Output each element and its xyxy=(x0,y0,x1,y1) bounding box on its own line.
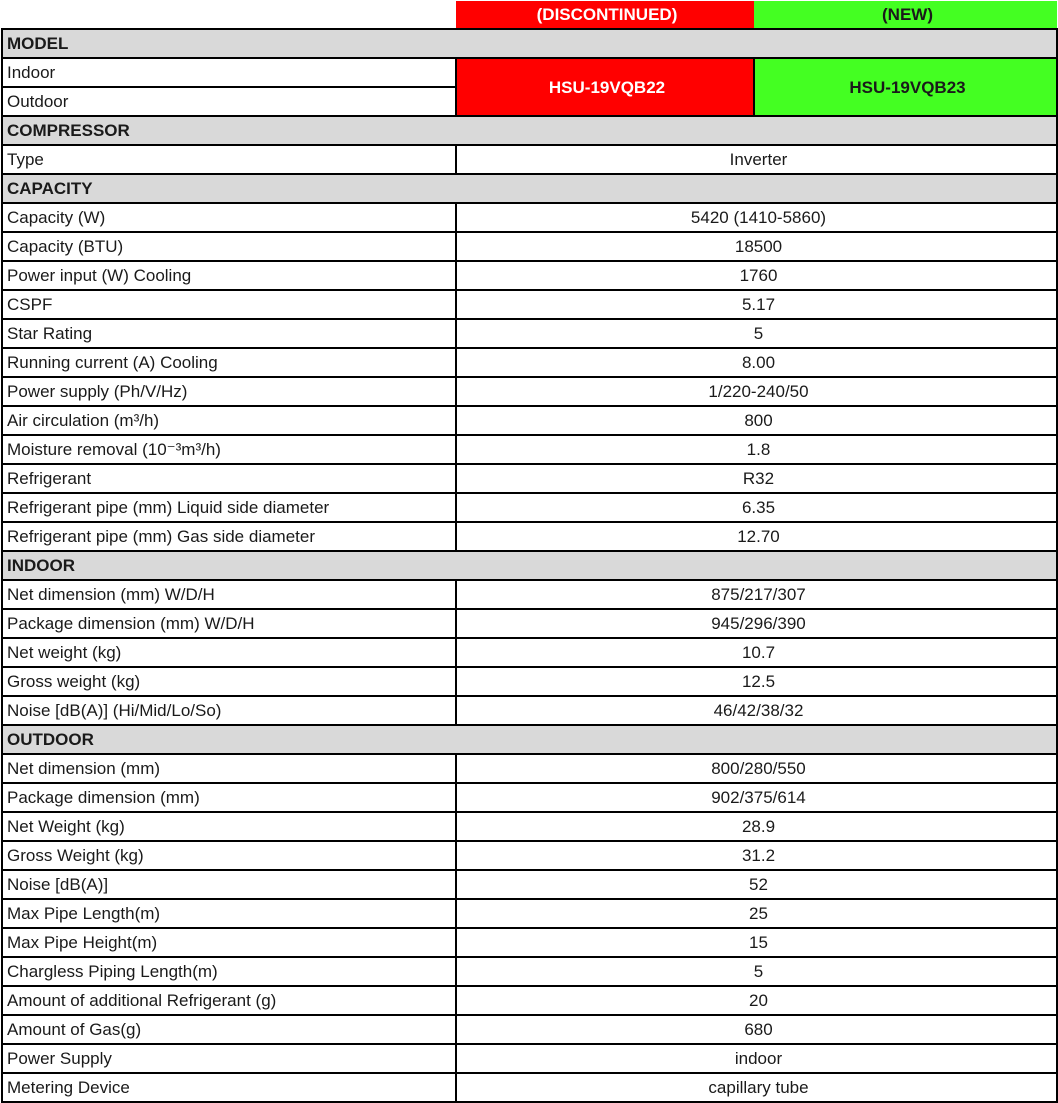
table-row xyxy=(2,464,1057,493)
spec-label: Amount of Gas(g) xyxy=(2,1015,456,1044)
discontinued-banner: (DISCONTINUED) xyxy=(456,1,754,29)
spec-value: 680 xyxy=(456,1015,1057,1044)
spec-value: 31.2 xyxy=(456,841,1057,870)
spec-value: 1.8 xyxy=(456,435,1057,464)
table-row xyxy=(2,754,1057,783)
spec-label: Package dimension (mm) xyxy=(2,783,456,812)
table-row xyxy=(2,232,1057,261)
spec-value: 28.9 xyxy=(456,812,1057,841)
spec-label: Net dimension (mm) xyxy=(2,754,456,783)
spec-value: 5420 (1410-5860) xyxy=(456,203,1057,232)
spec-label: Capacity (BTU) xyxy=(2,232,456,261)
spec-value: Inverter xyxy=(456,145,1057,174)
spec-value: R32 xyxy=(456,464,1057,493)
section-row-indoor xyxy=(2,551,1057,580)
spec-value: 5.17 xyxy=(456,290,1057,319)
table-row xyxy=(2,435,1057,464)
table-row xyxy=(2,841,1057,870)
section-title: COMPRESSOR xyxy=(2,116,1057,145)
spec-value: indoor xyxy=(456,1044,1057,1073)
spec-label: Power input (W) Cooling xyxy=(2,261,456,290)
spec-value: 12.5 xyxy=(456,667,1057,696)
spec-label: Refrigerant xyxy=(2,464,456,493)
spec-value: 15 xyxy=(456,928,1057,957)
table-row xyxy=(2,1073,1057,1102)
spec-value: 800 xyxy=(456,406,1057,435)
spec-value: 902/375/614 xyxy=(456,783,1057,812)
spec-label: Refrigerant pipe (mm) Gas side diameter xyxy=(2,522,456,551)
table-row xyxy=(2,957,1057,986)
spec-label: Capacity (W) xyxy=(2,203,456,232)
new-model-cell: HSU-19VQB23 xyxy=(754,58,1057,116)
spec-label: Net dimension (mm) W/D/H xyxy=(2,580,456,609)
spec-value: 1/220-240/50 xyxy=(456,377,1057,406)
section-title: MODEL xyxy=(2,29,1057,58)
table-row xyxy=(2,348,1057,377)
table-row xyxy=(2,783,1057,812)
section-title: OUTDOOR xyxy=(2,725,1057,754)
table-row xyxy=(2,290,1057,319)
table-row xyxy=(2,406,1057,435)
spec-label: Max Pipe Height(m) xyxy=(2,928,456,957)
spec-label: Air circulation (m³/h) xyxy=(2,406,456,435)
spec-value: 20 xyxy=(456,986,1057,1015)
spec-value: 10.7 xyxy=(456,638,1057,667)
spec-value: 12.70 xyxy=(456,522,1057,551)
spec-label: Net weight (kg) xyxy=(2,638,456,667)
table-row xyxy=(2,812,1057,841)
spec-label: Amount of additional Refrigerant (g) xyxy=(2,986,456,1015)
table-row xyxy=(2,377,1057,406)
table-row xyxy=(2,261,1057,290)
spec-value: 8.00 xyxy=(456,348,1057,377)
indoor-label: Indoor xyxy=(2,58,456,87)
spec-label: Chargless Piping Length(m) xyxy=(2,957,456,986)
spec-label: Star Rating xyxy=(2,319,456,348)
spec-value: 46/42/38/32 xyxy=(456,696,1057,725)
spec-label: Noise [dB(A)] xyxy=(2,870,456,899)
spec-label: Gross Weight (kg) xyxy=(2,841,456,870)
spec-label: Noise [dB(A)] (Hi/Mid/Lo/So) xyxy=(2,696,456,725)
spec-table xyxy=(1,1,1058,1103)
table-row xyxy=(2,638,1057,667)
table-row xyxy=(2,1015,1057,1044)
spec-label: Gross weight (kg) xyxy=(2,667,456,696)
table-row xyxy=(2,609,1057,638)
spec-value: 18500 xyxy=(456,232,1057,261)
spec-value: 875/217/307 xyxy=(456,580,1057,609)
spec-value: 800/280/550 xyxy=(456,754,1057,783)
spec-value: 52 xyxy=(456,870,1057,899)
table-row xyxy=(2,493,1057,522)
spec-label: Metering Device xyxy=(2,1073,456,1102)
spec-value: 5 xyxy=(456,957,1057,986)
model-indoor-row xyxy=(2,58,1057,87)
spec-value: 945/296/390 xyxy=(456,609,1057,638)
table-row xyxy=(2,928,1057,957)
header-blank-cell xyxy=(2,1,456,29)
table-row xyxy=(2,203,1057,232)
table-row xyxy=(2,145,1057,174)
spec-label: Power supply (Ph/V/Hz) xyxy=(2,377,456,406)
spec-label: Max Pipe Length(m) xyxy=(2,899,456,928)
spec-label: Moisture removal (10⁻³m³/h) xyxy=(2,435,456,464)
section-row-capacity xyxy=(2,174,1057,203)
spec-value: 25 xyxy=(456,899,1057,928)
table-row xyxy=(2,319,1057,348)
table-row xyxy=(2,696,1057,725)
spec-label: Package dimension (mm) W/D/H xyxy=(2,609,456,638)
section-row-outdoor xyxy=(2,725,1057,754)
table-row xyxy=(2,522,1057,551)
table-row xyxy=(2,899,1057,928)
section-title: INDOOR xyxy=(2,551,1057,580)
table-row xyxy=(2,580,1057,609)
spec-value: 1760 xyxy=(456,261,1057,290)
outdoor-label: Outdoor xyxy=(2,87,456,116)
spec-value: 6.35 xyxy=(456,493,1057,522)
spec-value: 5 xyxy=(456,319,1057,348)
spec-value: capillary tube xyxy=(456,1073,1057,1102)
spec-label: CSPF xyxy=(2,290,456,319)
table-row xyxy=(2,986,1057,1015)
section-row-model xyxy=(2,29,1057,58)
new-banner: (NEW) xyxy=(754,1,1057,29)
status-header-row xyxy=(2,1,1057,29)
spec-label: Type xyxy=(2,145,456,174)
table-row xyxy=(2,1044,1057,1073)
table-row xyxy=(2,870,1057,899)
section-title: CAPACITY xyxy=(2,174,1057,203)
spec-label: Refrigerant pipe (mm) Liquid side diameter xyxy=(2,493,456,522)
discontinued-model-cell: HSU-19VQB22 xyxy=(456,58,754,116)
spec-label: Net Weight (kg) xyxy=(2,812,456,841)
spec-label: Power Supply xyxy=(2,1044,456,1073)
section-row-compressor xyxy=(2,116,1057,145)
table-row xyxy=(2,667,1057,696)
spec-label: Running current (A) Cooling xyxy=(2,348,456,377)
